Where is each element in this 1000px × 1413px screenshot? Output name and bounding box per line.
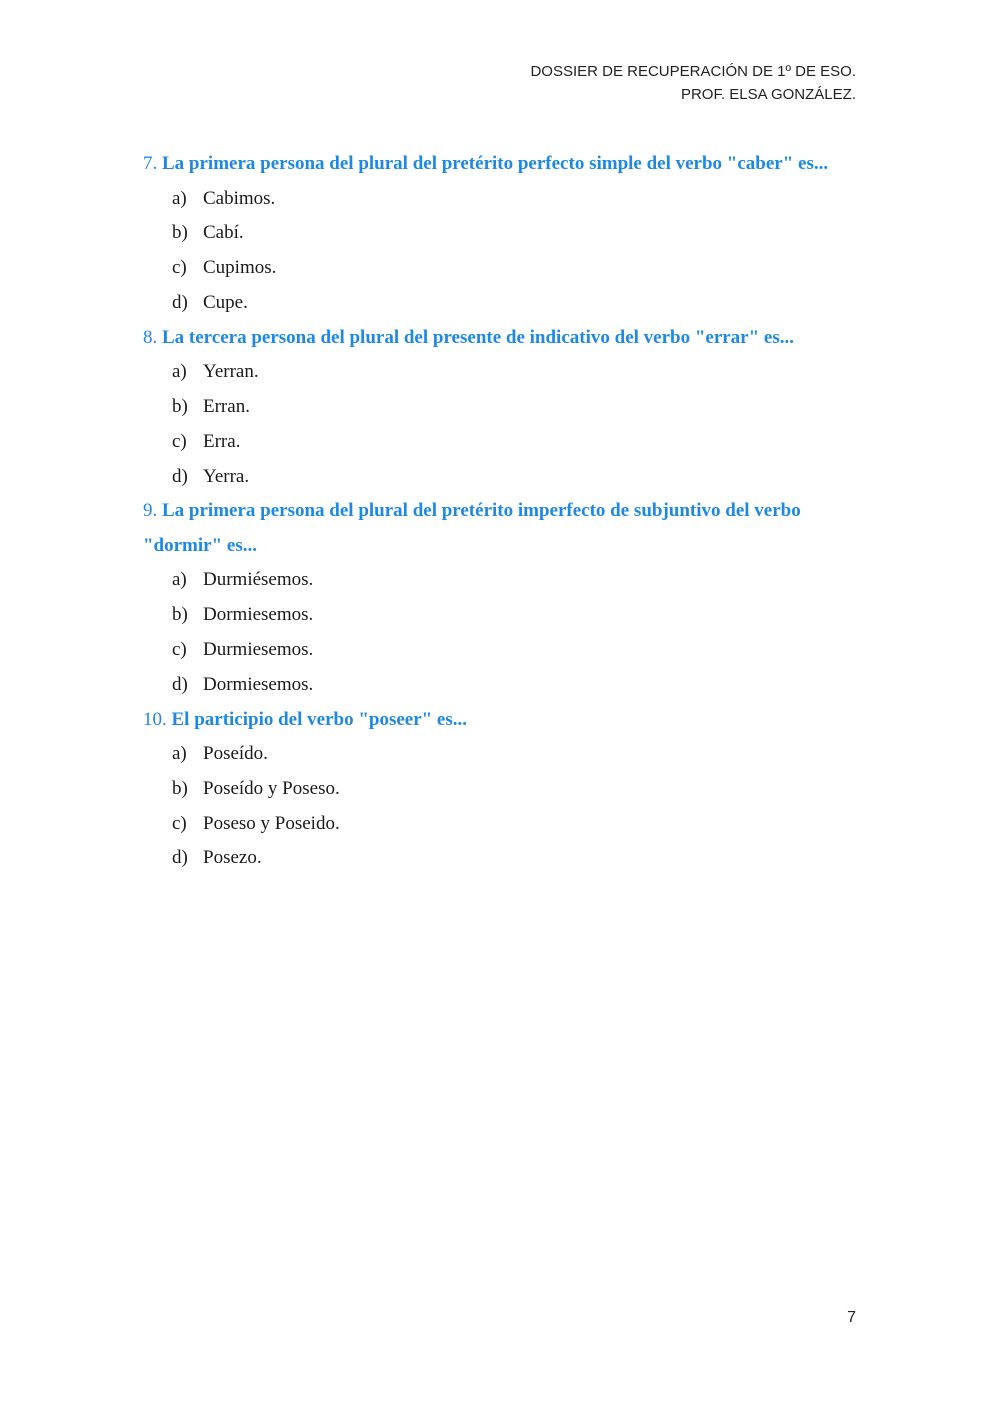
answer-options	[143, 737, 858, 876]
answer-option	[172, 668, 858, 703]
option-text: Yerran.	[203, 361, 259, 383]
question-list	[143, 147, 858, 876]
option-letter: b)	[172, 604, 188, 626]
question-block	[143, 703, 858, 877]
option-text: Yerra.	[203, 465, 250, 487]
option-letter: d)	[172, 291, 188, 313]
question-block	[143, 321, 858, 495]
header-author: PROF. ELSA GONZÁLEZ.	[680, 86, 856, 103]
option-letter: d)	[172, 847, 188, 869]
question-text	[143, 494, 858, 563]
option-letter: c)	[172, 257, 187, 279]
option-letter: c)	[172, 430, 187, 452]
answer-options	[143, 182, 858, 321]
option-letter: d)	[172, 673, 188, 695]
answer-option	[172, 737, 858, 772]
question-block	[143, 494, 858, 702]
option-text: Cabimos.	[203, 187, 276, 209]
option-text: Durmiésemos.	[203, 569, 314, 591]
answer-option	[172, 633, 858, 668]
answer-option	[172, 841, 858, 876]
question-number: 10.	[143, 708, 167, 730]
option-text: Posezo.	[203, 847, 262, 869]
question-text	[143, 147, 858, 182]
question-block	[143, 147, 858, 321]
option-text: Dormiesemos.	[203, 673, 314, 695]
option-text: Cupe.	[203, 291, 248, 313]
option-letter: b)	[172, 777, 188, 799]
option-text: Cupimos.	[203, 257, 277, 279]
option-letter: b)	[172, 222, 188, 244]
option-letter: a)	[172, 361, 187, 383]
answer-option	[172, 460, 858, 495]
answer-option	[172, 425, 858, 460]
answer-option	[172, 390, 858, 425]
option-text: Poseído y Poseso.	[203, 777, 340, 799]
option-text: Durmiesemos.	[203, 638, 314, 660]
answer-option	[172, 216, 858, 251]
question-number: 8.	[143, 326, 158, 348]
answer-option	[172, 355, 858, 390]
question-text	[143, 321, 858, 356]
question-number: 7.	[143, 153, 158, 174]
option-letter: a)	[172, 187, 187, 209]
header-title: DOSSIER DE RECUPERACIÓN DE 1º DE ESO.	[530, 63, 856, 80]
question-prompt: El participio del verbo "poseer" es...	[171, 708, 468, 730]
answer-options	[143, 355, 858, 494]
answer-option	[172, 807, 858, 842]
question-prompt: La primera persona del plural del pretérito perfecto simple del verbo "caber" es...	[162, 153, 829, 174]
option-letter: d)	[172, 465, 188, 487]
answer-option	[172, 182, 858, 217]
option-letter: a)	[172, 569, 187, 591]
answer-option	[172, 598, 858, 633]
option-letter: a)	[172, 743, 187, 765]
option-text: Poseído.	[203, 743, 268, 765]
question-text	[143, 703, 858, 738]
option-letter: c)	[172, 638, 187, 660]
answer-option	[172, 772, 858, 807]
answer-option	[172, 251, 858, 286]
option-text: Dormiesemos.	[203, 604, 314, 626]
option-text: Poseso y Poseido.	[203, 812, 340, 834]
option-letter: b)	[172, 395, 188, 417]
option-text: Erran.	[203, 395, 250, 417]
question-number: 9.	[143, 500, 158, 522]
answer-option	[172, 286, 858, 321]
page-header	[530, 60, 856, 106]
answer-options	[143, 563, 858, 702]
answer-option	[172, 563, 858, 598]
question-prompt: La tercera persona del plural del presente de indicativo del verbo "errar" es...	[162, 326, 794, 348]
option-text: Cabí.	[203, 222, 244, 244]
page-number: 7	[847, 1309, 856, 1326]
question-prompt: La primera persona del plural del pretérito imperfecto de subjuntivo del verbo "dormir" es...	[143, 500, 801, 556]
option-text: Erra.	[203, 430, 241, 452]
option-letter: c)	[172, 812, 187, 834]
